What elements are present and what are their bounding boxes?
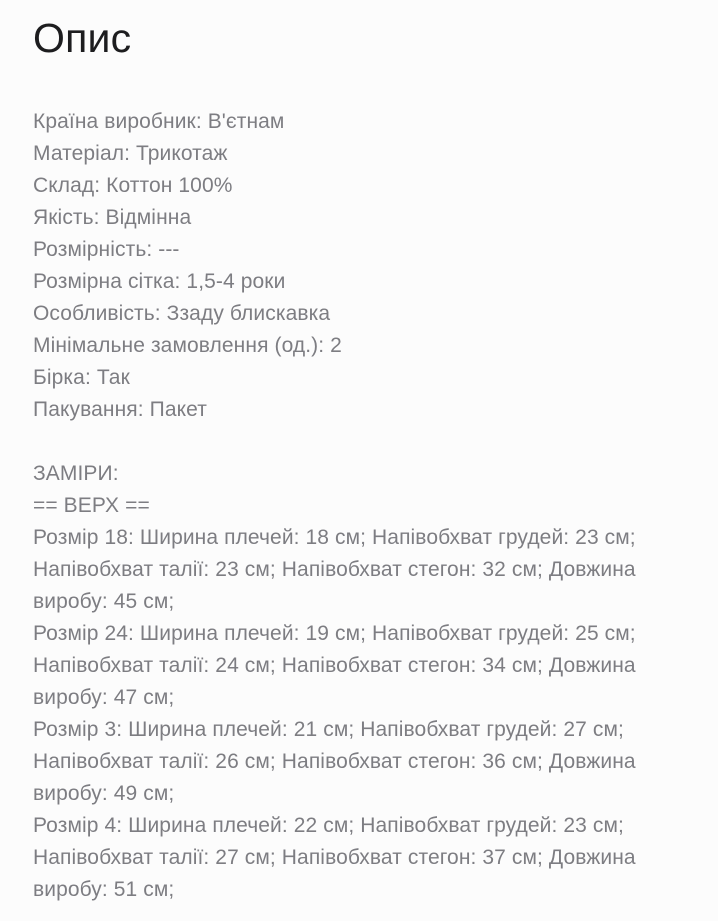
measurement-line: Розмір 4: Ширина плечей: 22 см; Напівобхват грудей: 23 см; (33, 814, 624, 837)
measurement-line: Розмір 24: Ширина плечей: 19 см; Напівобхват грудей: 25 см; (33, 622, 636, 645)
property-composition: Склад: Коттон 100% (33, 174, 233, 197)
property-min-order: Мінімальне замовлення (од.): 2 (33, 334, 342, 357)
measurements-heading: ЗАМІРИ: (33, 462, 119, 485)
measurement-line: Розмір 3: Ширина плечей: 21 см; Напівобхват грудей: 27 см; (33, 718, 624, 741)
measurement-line: Напівобхват талії: 26 см; Напівобхват стегон: 36 см; Довжина (33, 750, 636, 773)
measurement-line: виробу: 49 см; (33, 782, 175, 805)
measurement-line: Розмір 18: Ширина плечей: 18 см; Напівобхват грудей: 23 см; (33, 526, 636, 549)
page-title: Опис (33, 15, 132, 61)
property-size-grid: Розмірна сітка: 1,5-4 роки (33, 270, 286, 293)
measurements-section (33, 458, 693, 906)
property-tag: Бірка: Так (33, 366, 130, 389)
measurement-line: Напівобхват талії: 24 см; Напівобхват стегон: 34 см; Довжина (33, 654, 636, 677)
property-feature: Особливість: Ззаду блискавка (33, 302, 331, 325)
measurements-section-label: == ВЕРХ == (33, 494, 150, 517)
property-packaging: Пакування: Пакет (33, 398, 207, 421)
measurement-line: виробу: 51 см; (33, 878, 175, 901)
product-properties (33, 106, 693, 426)
property-sizing: Розмірність: --- (33, 238, 180, 261)
property-material: Матеріал: Трикотаж (33, 142, 228, 165)
property-quality: Якість: Відмінна (33, 206, 192, 229)
measurement-line: Напівобхват талії: 23 см; Напівобхват стегон: 32 см; Довжина (33, 558, 636, 581)
measurement-line: виробу: 45 см; (33, 590, 175, 613)
measurement-line: Напівобхват талії: 27 см; Напівобхват стегон: 37 см; Довжина (33, 846, 636, 869)
property-country: Країна виробник: В'єтнам (33, 110, 285, 133)
measurement-line: виробу: 47 см; (33, 686, 175, 709)
